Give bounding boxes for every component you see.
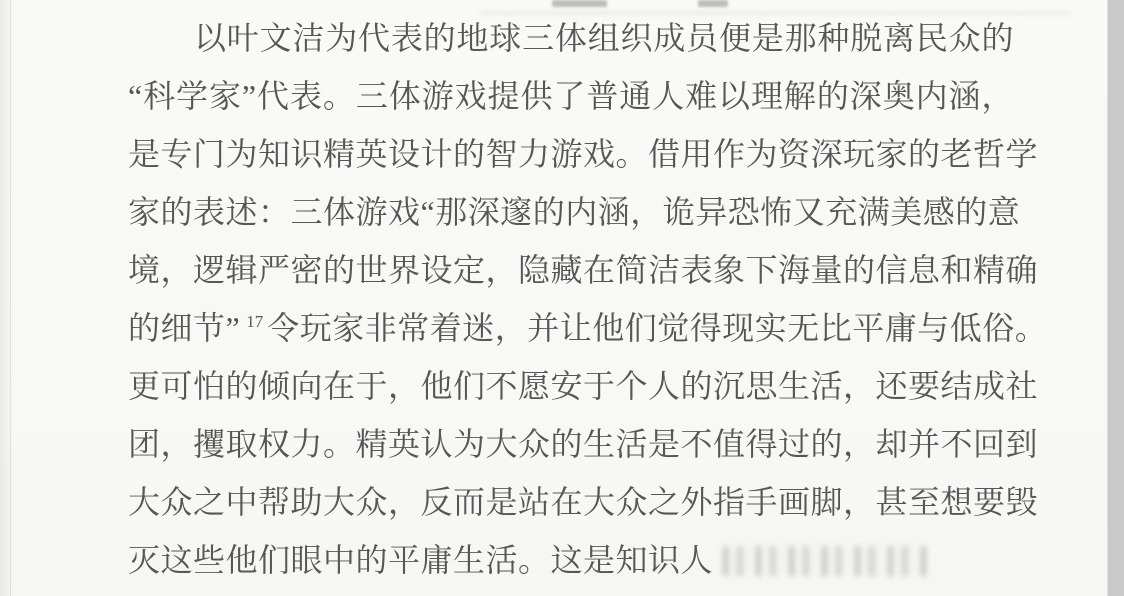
scan-left-edge-line [10,0,11,596]
text-line: 大众之中帮助大众，反而是站在大众之外指手画脚，甚至想要毁 [128,484,1039,520]
text-line: 境，逻辑严密的世界设定，隐藏在简洁表象下海量的信息和精确 [128,252,1039,288]
footnote-marker: 17 [246,312,264,331]
text-line-last [128,531,1014,589]
text-line: 以叶文洁为代表的地球三体组织成员便是那种脱离民众的 [194,20,1014,56]
page-edge-shadow [1107,0,1124,596]
text-line-with-footnote [128,299,1048,357]
text-line: 家的表述：三体游戏“那深邃的内涵，诡异恐怖又充满美感的意 [128,194,1021,230]
paragraph [128,9,1048,589]
scan-left-edge-shading [0,0,14,596]
text-before-footnote: 的细节” [128,310,241,346]
last-line-text: 灭这些他们眼中的平庸生活。这是知识人 [128,542,714,578]
erased-text-smudge [723,546,928,576]
text-line: 团，攫取权力。精英认为大众的生活是不值得过的，却并不回到 [128,426,1039,462]
scan-artifact [698,0,728,7]
text-line: 更可怕的倾向在于，他们不愿安于个人的沉思生活，还要结成社 [128,368,1039,404]
text-line: “科学家”代表。三体游戏提供了普通人难以理解的深奥内涵， [128,78,1014,114]
text-line: 是专门为知识精英设计的智力游戏。借用作为资深玩家的老哲学 [128,136,1039,172]
text-after-footnote: 令玩家非常着迷，并让他们觉得现实无比平庸与低俗。 [267,310,1048,346]
scan-artifact [552,0,607,7]
